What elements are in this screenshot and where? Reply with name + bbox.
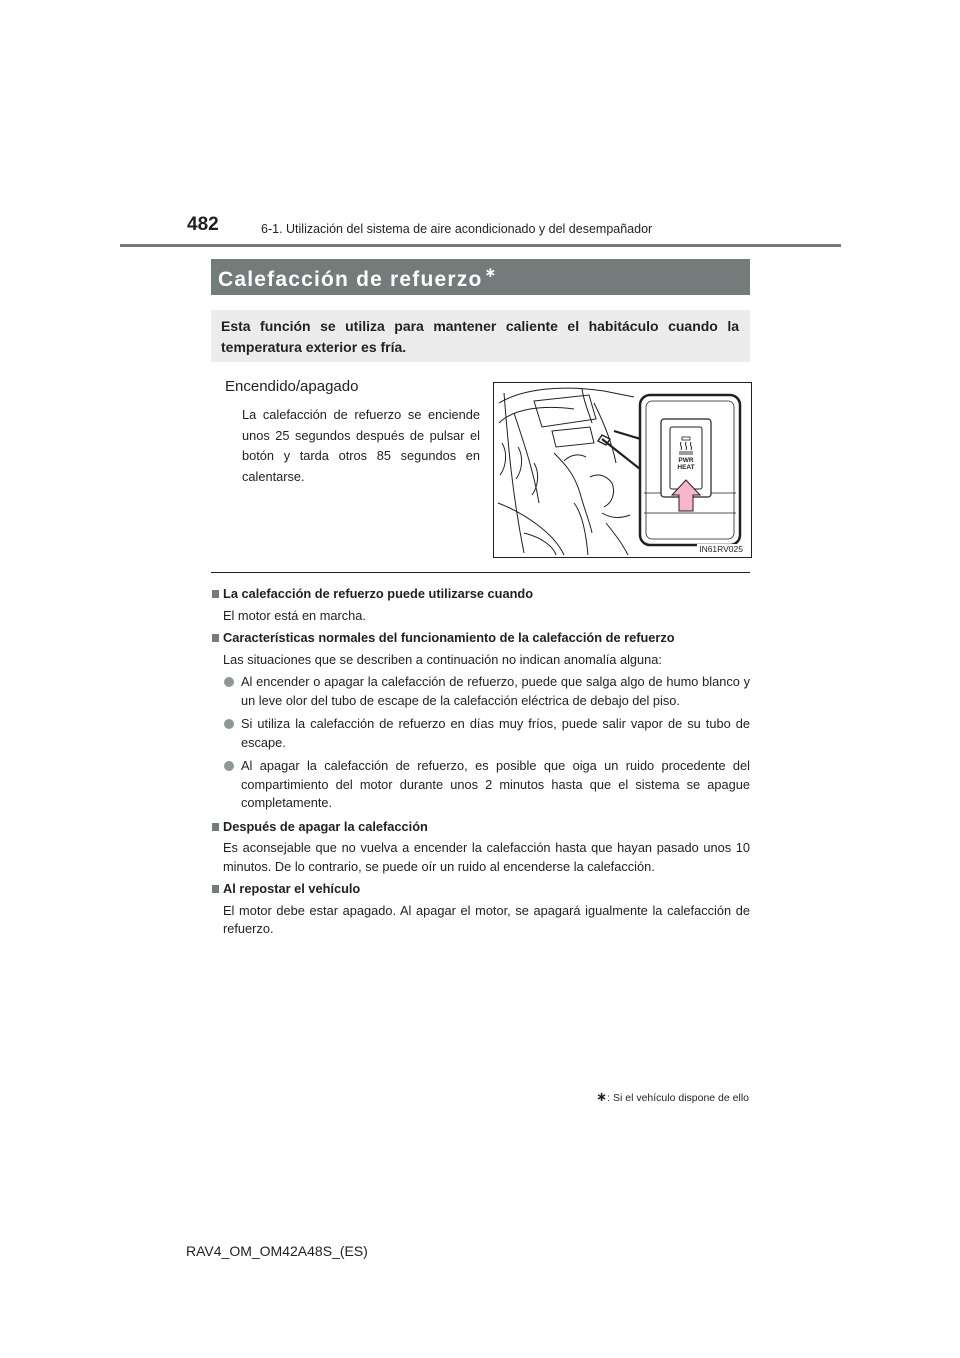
circle-bullet-icon (224, 719, 234, 729)
dashboard-line-drawing (494, 383, 751, 557)
note-text: Es aconsejable que no vuelva a encender la calefacción hasta que hayan pasado unos 10 minutos. De lo contrario, se puede oír un ruido al encenderse la calefacción. (223, 840, 750, 874)
square-bullet-icon (212, 823, 219, 831)
header-divider (120, 244, 841, 247)
title-asterisk: ∗ (484, 264, 498, 280)
callout-title: Encendido/apagado (225, 378, 359, 395)
circle-bullet-icon (224, 677, 234, 687)
callout-description: La calefacción de refuerzo se enciende unos 25 segundos después de pulsar el botón y tarda otros 85 segundos en calentarse. (242, 407, 480, 484)
breadcrumb: 6-1. Utilización del sistema de aire acondicionado y del desempañador (261, 222, 653, 236)
note-text: Las situaciones que se describen a continuación no indican anomalía alguna: (223, 651, 662, 667)
square-bullet-icon (212, 590, 219, 598)
square-bullet-icon (212, 634, 219, 642)
note-block (211, 880, 750, 939)
note-text: El motor debe estar apagado. Al apagar el motor, se apagará igualmente la calefacción de refuerzo. (223, 902, 750, 936)
note-bullet: Si utiliza la calefacción de refuerzo en días muy fríos, puede salir vapor de su tubo de escape. (211, 715, 750, 752)
footnote (596, 1089, 749, 1105)
circle-bullet-icon (224, 761, 234, 771)
button-label-pwr: PWR (678, 457, 694, 464)
indicator-light (682, 437, 690, 440)
note-bullet: Al encender o apagar la calefacción de refuerzo, puede que salga algo de humo blanco y un leve olor del tubo de escape de la calefacción eléctrica de debajo del piso. (211, 673, 750, 710)
figure-code: IN61RV025 (699, 544, 743, 554)
note-block (211, 818, 750, 877)
intro-text: Esta función se utiliza para mantener caliente el habitáculo cuando la temperatura exterior es fría. (221, 318, 739, 355)
note-heading: Al repostar el vehículo (211, 880, 750, 899)
notes-section (211, 581, 750, 943)
note-heading: Después de apagar la calefacción (211, 818, 750, 837)
section-title-text: Calefacción de refuerzo (218, 268, 483, 291)
dashboard-illustration (493, 382, 752, 558)
note-block (211, 585, 750, 625)
button-label-heat: HEAT (677, 464, 695, 471)
note-block (211, 629, 750, 813)
footnote-asterisk: ∗ (596, 1089, 608, 1104)
note-bullet: Al apagar la calefacción de refuerzo, es posible que oiga un ruido procedente del compartimiento del motor durante unos 2 minutos hasta que el sistema se apague completamente. (211, 757, 750, 813)
footnote-text: : Si el vehículo dispone de ello (607, 1092, 749, 1104)
footer-doc-code: RAV4_OM_OM42A48S_(ES) (186, 1243, 368, 1259)
intro-box (211, 310, 750, 362)
section-title-bar (211, 259, 750, 295)
page-number: 482 (187, 214, 219, 235)
section-title (218, 264, 497, 292)
note-text: El motor está en marcha. (223, 607, 366, 623)
note-heading: Características normales del funcionamiento de la calefacción de refuerzo (211, 629, 750, 648)
notes-divider (211, 572, 750, 573)
square-bullet-icon (212, 885, 219, 893)
note-heading: La calefacción de refuerzo puede utilizarse cuando (211, 585, 750, 604)
